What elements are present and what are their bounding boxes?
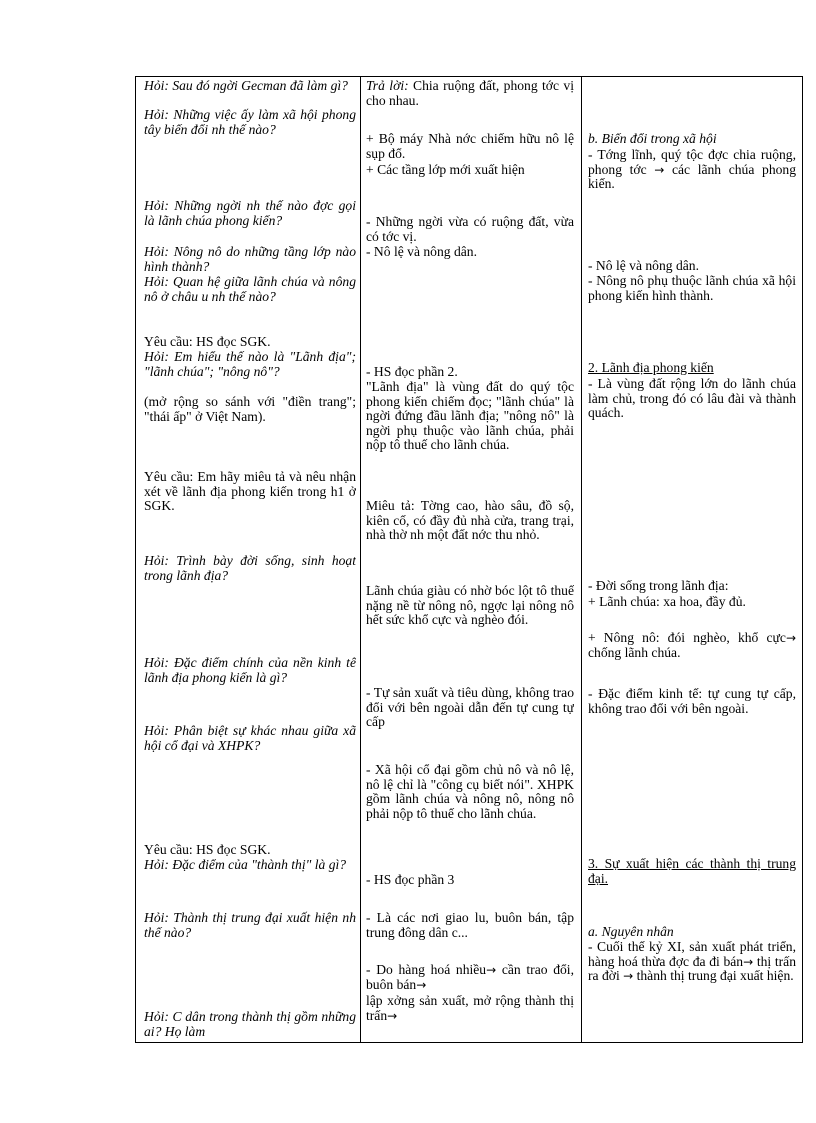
content-segment: chống lãnh chúa. [588,644,681,660]
content-segment: các lãnh chúa phong kiến. [588,161,796,192]
section-heading: b. Biến đổi trong xã hội [588,131,717,146]
answer-text: - HS đọc phần 2. [366,364,458,379]
content-text: - Nông nô phụ thuộc lãnh chúa xã hội phong kiến hình thành. [588,273,796,303]
teacher-activity-column [144,79,356,1042]
content-text: - Nô lệ và nông dân. [588,258,699,273]
answer-text [366,994,574,1023]
student-activity-column [366,79,574,1042]
section-heading: 3. Sự xuất hiện các thành thị trung đại. [588,856,796,886]
answer-text: Miêu tả: Tờng cao, hào sâu, đồ sộ, kiên cố, có đầy đủ nhà cửa, trang trại, nhà thờ nh một đất nớc thu nhỏ. [366,498,574,543]
answer-text: - Nô lệ và nông dân. [366,244,477,259]
answer-prefix: Trả lời: [366,79,414,93]
instruction-text: Yêu cầu: HS đọc SGK. [144,334,271,349]
answer-text: + Các tầng lớp mới xuất hiện [366,162,525,177]
question-text: Hỏi: Đặc điểm của "thành thị" là gì? [144,857,347,872]
column-divider [581,77,582,1042]
arrow-icon: → [387,1008,398,1023]
content-text: - Đặc điểm kinh tế: tự cung tự cấp, không trao đổi với bên ngoài. [588,686,796,716]
question-text: Hỏi: Thành thị trung đại xuất hiện nh thế nào? [144,910,356,940]
answer-segment: - Do hàng hoá nhiều [366,962,487,977]
content-text: - Là vùng đất rộng lớn do lãnh chúa làm chủ, trong đó có lâu đài và thành quách. [588,376,796,421]
arrow-icon: → [785,631,796,645]
answer-text: "Lãnh địa" là vùng đất do quý tộc phong kiến chiếm đọc; "lãnh chúa" là ngời đứng đầu lãnh địa; "nông nô" là ngời phụ thuộc vào lãnh chúa, phải nộp tô thuế cho lãnh chúa. [366,379,574,453]
content-text [588,940,796,984]
answer-segment: lập xởng sản xuất, mở rộng thành thị trấn [366,993,574,1023]
arrow-icon: → [416,977,427,992]
question-text: Hỏi: Trình bày đời sống, sinh hoạt trong lãnh địa? [144,553,356,583]
content-text [588,148,796,192]
instruction-text: Yêu cầu: Em hãy miêu tả và nêu nhận xét về lãnh địa phong kiến trong h1 ở SGK. [144,469,356,514]
question-text: Hỏi: Đặc điểm chính của nền kinh tế lãnh địa phong kiến là gì? [144,655,356,685]
question-text: Hỏi: Em hiểu thế nào là "Lãnh địa"; "lãnh chúa"; "nông nô"? [144,349,356,379]
answer-text: - Những ngời vừa có ruộng đất, vừa có tớc vị. [366,214,574,244]
answer-text: - Xã hội cổ đại gồm chủ nô và nô lệ, nô lệ chỉ là "công cụ biết nói". XHPK gồm lãnh chúa và nông nô, nông nô phải nộp tô thuế cho lãnh chúa. [366,762,574,821]
column-divider [360,77,361,1042]
question-text: Hỏi: Sau đó ngời Gecman đã làm gì? [144,79,348,93]
content-column [588,79,796,1042]
question-text: Hỏi: Những việc ấy làm xã hội phong tây biến đổi nh thế nào? [144,107,356,137]
answer-text: - Là các nơi giao lu, buôn bán, tập trung đông dân c... [366,910,574,940]
content-text: - Đời sống trong lãnh địa: [588,578,729,593]
answer-segment: cần trao đổi, buôn bán [366,962,574,992]
answer-body: Chia ruộng đất, phong tớc vị cho nhau. [366,79,574,108]
answer-text [366,79,574,108]
answer-text: Lãnh chúa giàu có nhờ bóc lột tô thuế nặng nề từ nông nô, ngợc lại nông nô hết sức khổ cực và nghèo đói. [366,583,574,628]
content-text [588,631,796,660]
arrow-icon: → [743,954,754,969]
arrow-icon: → [486,963,497,977]
content-segment: thành thị trung đại xuất hiện. [636,968,794,984]
question-text: Hỏi: Phân biệt sự khác nhau giữa xã hội cổ đại và XHPK? [144,723,356,753]
instruction-text: Yêu cầu: HS đọc SGK. [144,842,271,857]
lesson-table [135,76,803,1043]
note-text: (mở rộng so sánh với "điền trang"; "thái ấp" ở Việt Nam). [144,394,356,424]
content-text: + Lãnh chúa: xa hoa, đầy đủ. [588,594,746,609]
answer-text: + Bộ máy Nhà nớc chiếm hữu nô lệ sụp đổ. [366,131,574,161]
content-segment: + Nông nô: đói nghèo, khổ cực [588,630,786,645]
answer-text [366,963,574,992]
arrow-icon: → [623,969,634,984]
content-segment: - Tớng lĩnh, quý tộc đợc chia ruộng, phong tớc [588,147,796,177]
answer-text: - HS đọc phần 3 [366,872,455,887]
section-heading: 2. Lãnh địa phong kiến [588,360,714,375]
section-heading: a. Nguyên nhân [588,924,674,939]
content-segment: - Cuối thế kỷ XI, sản xuất phát triển, hàng hoá thừa đợc đa đi bán [588,939,796,969]
content-segment: thị trấn ra đời [588,953,796,984]
question-text: Hỏi: Quan hệ giữa lãnh chúa và nông nô ở châu u nh thế nào? [144,274,356,304]
question-text: Hỏi: C dân trong thành thị gồm những ai? Họ làm [144,1009,356,1039]
question-text: Hỏi: Nông nô do những tầng lớp nào hình thành? [144,244,356,274]
answer-text: - Tự sản xuất và tiêu dùng, không trao đổi với bên ngoài dẫn đến tự cung tự cấp [366,685,574,730]
arrow-icon: → [654,162,665,177]
question-text: Hỏi: Những ngời nh thế nào đợc gọi là lãnh chúa phong kiến? [144,198,356,228]
